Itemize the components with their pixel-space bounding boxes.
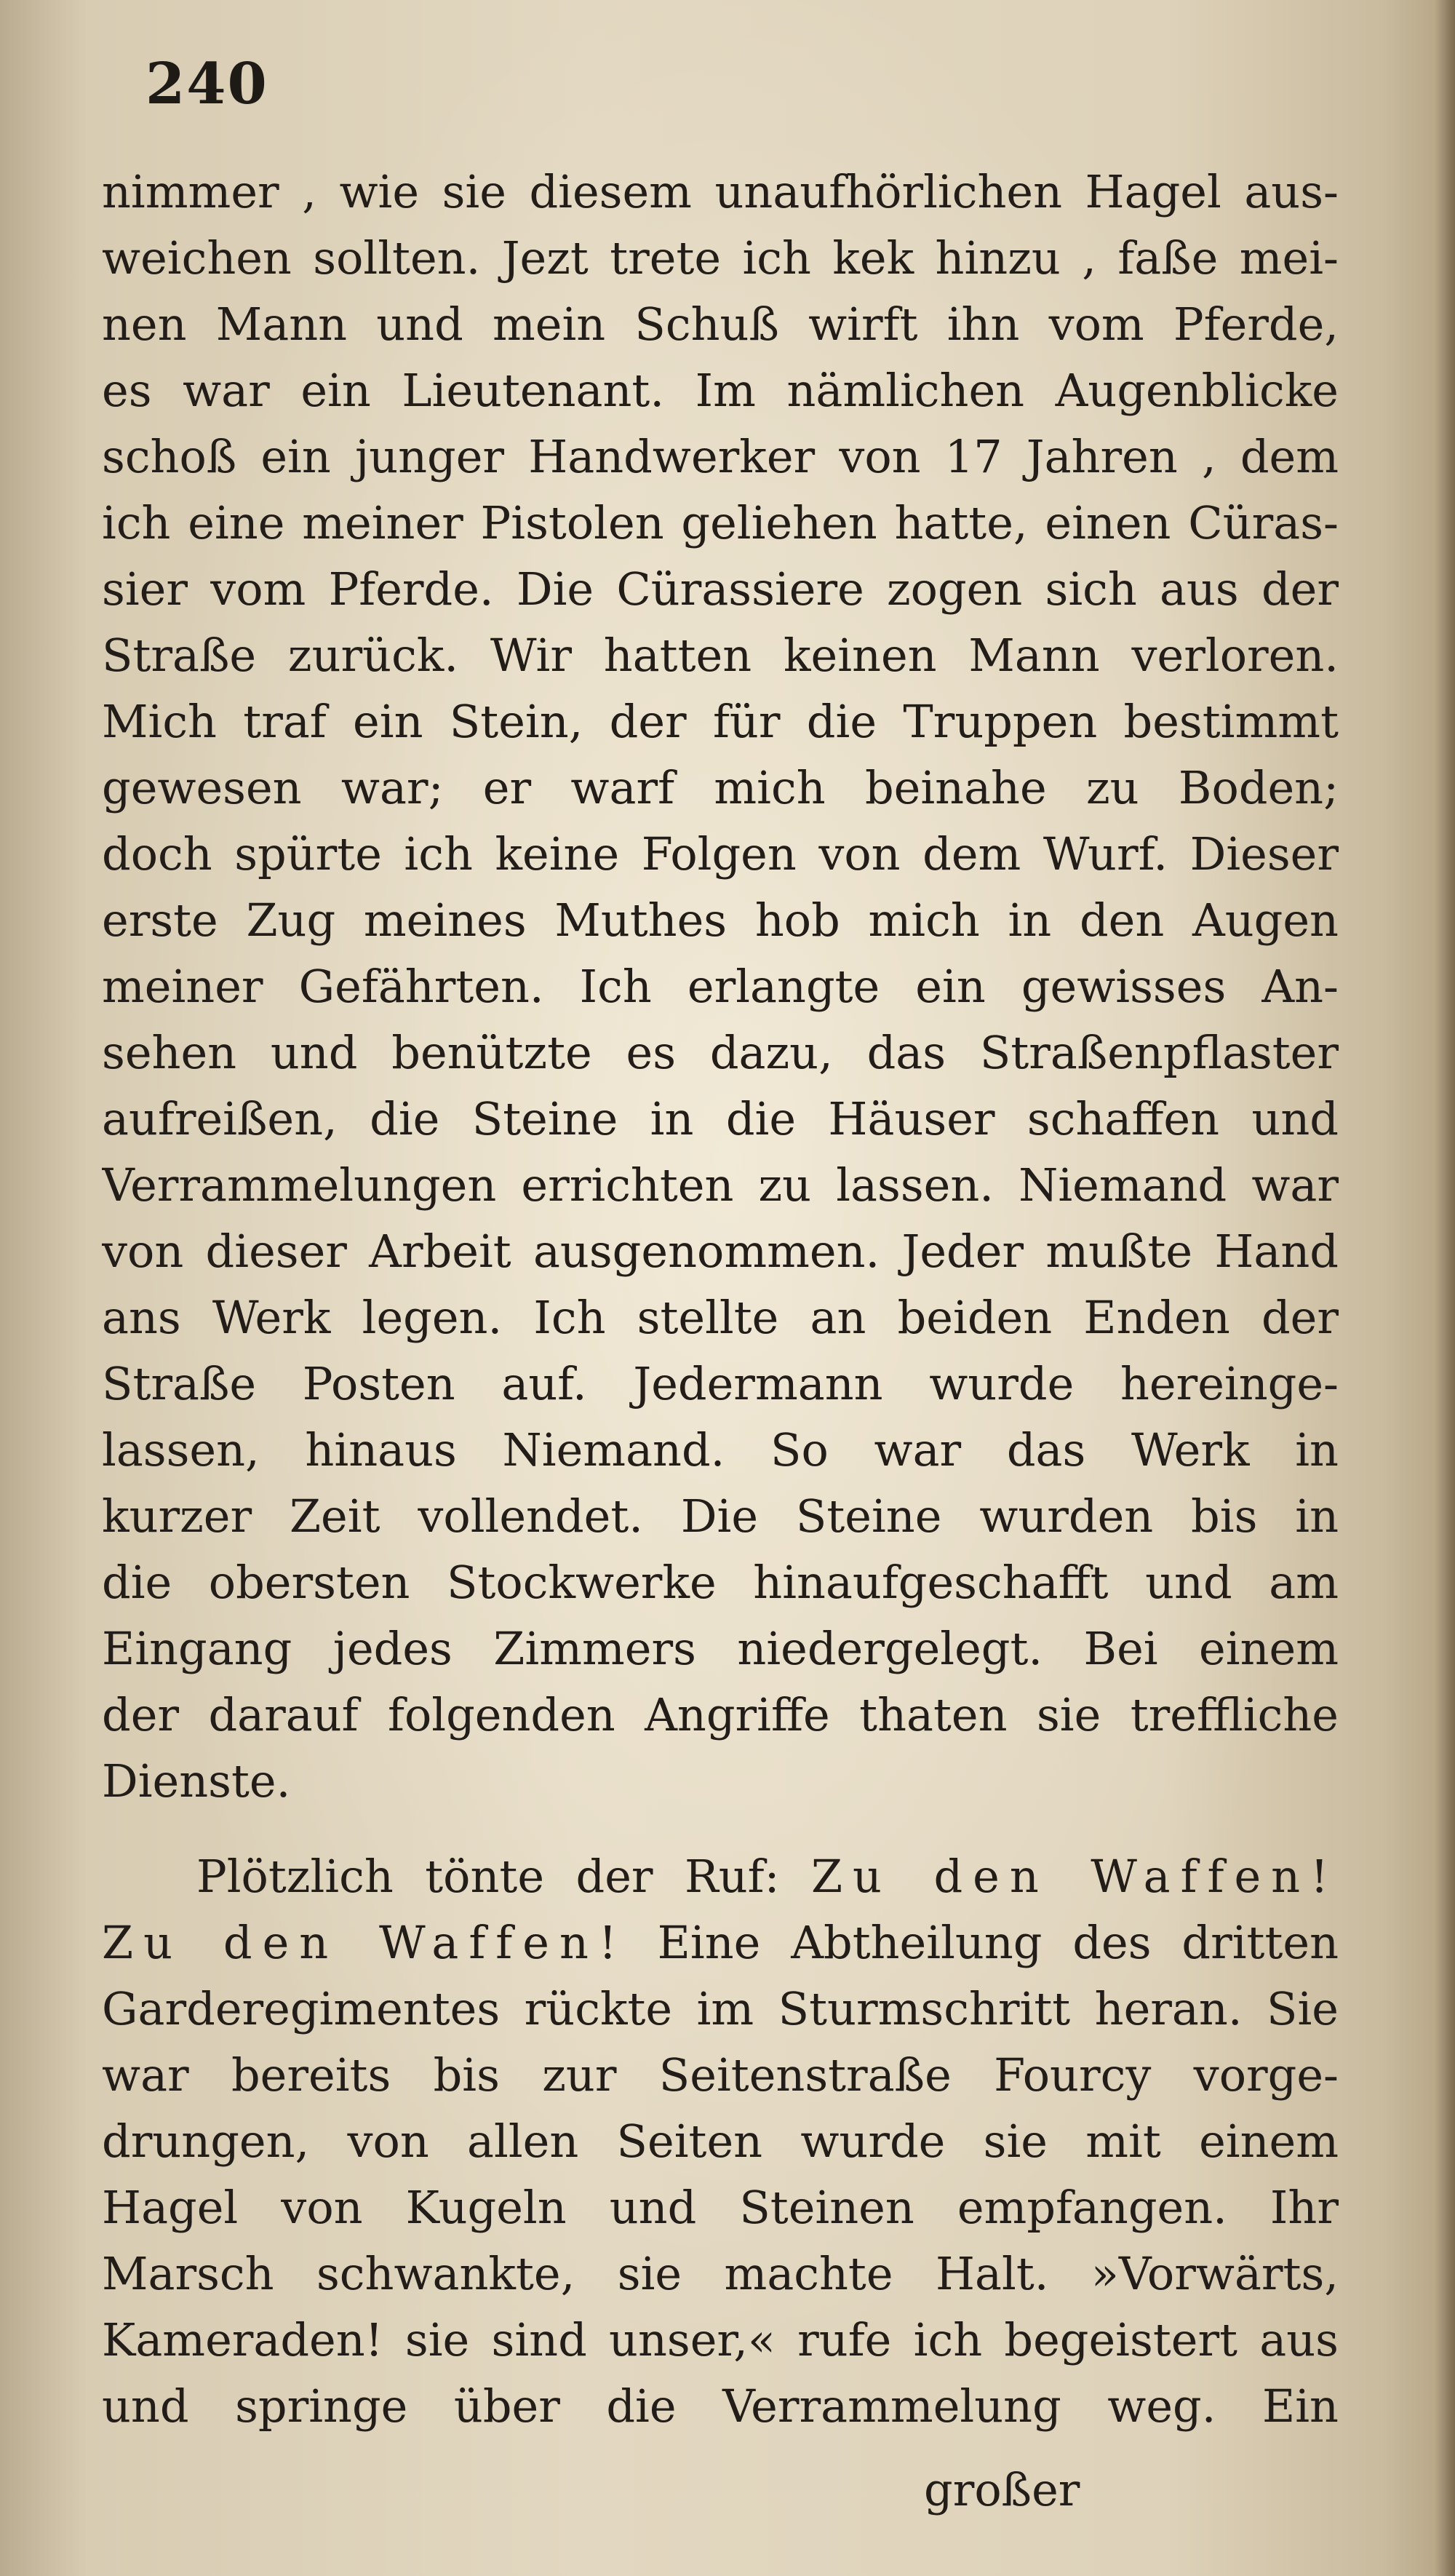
- text-line: ich eine meiner Pistolen geliehen hatte, einen Cüras-: [102, 496, 1339, 549]
- text-run: Plötzlich tönte der Ruf:: [196, 1850, 811, 1903]
- text-line: Hagel von Kugeln und Steinen empfangen. Ihr: [102, 2181, 1339, 2234]
- text-line: sehen und benützte es dazu, das Straßenpflaster: [102, 1026, 1339, 1079]
- text-line: Straße Posten auf. Jedermann wurde hereinge-: [102, 1357, 1339, 1410]
- text-line: schoß ein junger Handwerker von 17 Jahren , dem: [102, 430, 1339, 483]
- text-line: es war ein Lieutenant. Im nämlichen Augenblicke: [102, 364, 1339, 417]
- text-line: gewesen war; er warf mich beinahe zu Boden;: [102, 761, 1339, 814]
- text-line: Verrammelungen errichten zu lassen. Niemand war: [102, 1158, 1339, 1212]
- text-line: doch spürte ich keine Folgen von dem Wurf. Dieser: [102, 827, 1339, 880]
- text-line: nimmer , wie sie diesem unaufhörlichen Hagel aus-: [102, 165, 1339, 218]
- page-number: 240: [146, 51, 268, 117]
- text-line: [102, 1843, 1339, 1909]
- text-line: die obersten Stockwerke hinaufgeschafft und am: [102, 1556, 1339, 1609]
- spaced-emphasis: Zu den Waffen!: [102, 1916, 627, 1969]
- text-line: kurzer Zeit vollendet. Die Steine wurden bis in: [102, 1490, 1339, 1543]
- paragraph-1: [102, 159, 1339, 1814]
- text-line: ans Werk legen. Ich stellte an beiden Enden der: [102, 1291, 1339, 1344]
- text-line: war bereits bis zur Seitenstraße Fourcy vorge-: [102, 2048, 1339, 2102]
- text-line: meiner Gefährten. Ich erlangte ein gewisses An-: [102, 960, 1339, 1013]
- text-line: drungen, von allen Seiten wurde sie mit einem: [102, 2115, 1339, 2168]
- text-line: lassen, hinaus Niemand. So war das Werk in: [102, 1423, 1339, 1476]
- text-line: Marsch schwankte, sie machte Halt. »Vorwärts,: [102, 2247, 1339, 2300]
- text-line: nen Mann und mein Schuß wirft ihn vom Pferde,: [102, 298, 1339, 351]
- text-line: der darauf folgenden Angriffe thaten sie treffliche: [102, 1688, 1339, 1741]
- text-line: erste Zug meines Muthes hob mich in den Augen: [102, 894, 1339, 947]
- text-line: Garderegimentes rückte im Sturmschritt heran. Sie: [102, 1982, 1339, 2035]
- text-line: Dienste.: [102, 1754, 291, 1808]
- text-line: weichen sollten. Jezt trete ich kek hinzu , faße mei-: [102, 231, 1339, 285]
- text-line: Kameraden! sie sind unser,« rufe ich begeistert aus: [102, 2313, 1339, 2366]
- text-line: Mich traf ein Stein, der für die Truppen bestimmt: [102, 695, 1339, 748]
- text-line: aufreißen, die Steine in die Häuser schaffen und: [102, 1092, 1339, 1145]
- paragraph-gap: [102, 1814, 1339, 1843]
- catchword: großer: [924, 2463, 1080, 2516]
- body-text: [102, 159, 1339, 2439]
- text-run: Eine Abtheilung des dritten: [626, 1916, 1339, 1969]
- text-line: sier vom Pferde. Die Cürassiere zogen sich aus der: [102, 562, 1339, 616]
- page-gutter-shadow: [1435, 0, 1455, 2576]
- text-line: [102, 1909, 1339, 1976]
- text-line: Straße zurück. Wir hatten keinen Mann verloren.: [102, 629, 1339, 682]
- paragraph-2: [102, 1843, 1339, 2439]
- text-line: und springe über die Verrammelung weg. Ein: [102, 2380, 1339, 2433]
- text-line: von dieser Arbeit ausgenommen. Jeder mußte Hand: [102, 1225, 1339, 1278]
- text-line: Eingang jedes Zimmers niedergelegt. Bei einem: [102, 1622, 1339, 1675]
- spaced-emphasis: Zu den Waffen!: [810, 1850, 1339, 1903]
